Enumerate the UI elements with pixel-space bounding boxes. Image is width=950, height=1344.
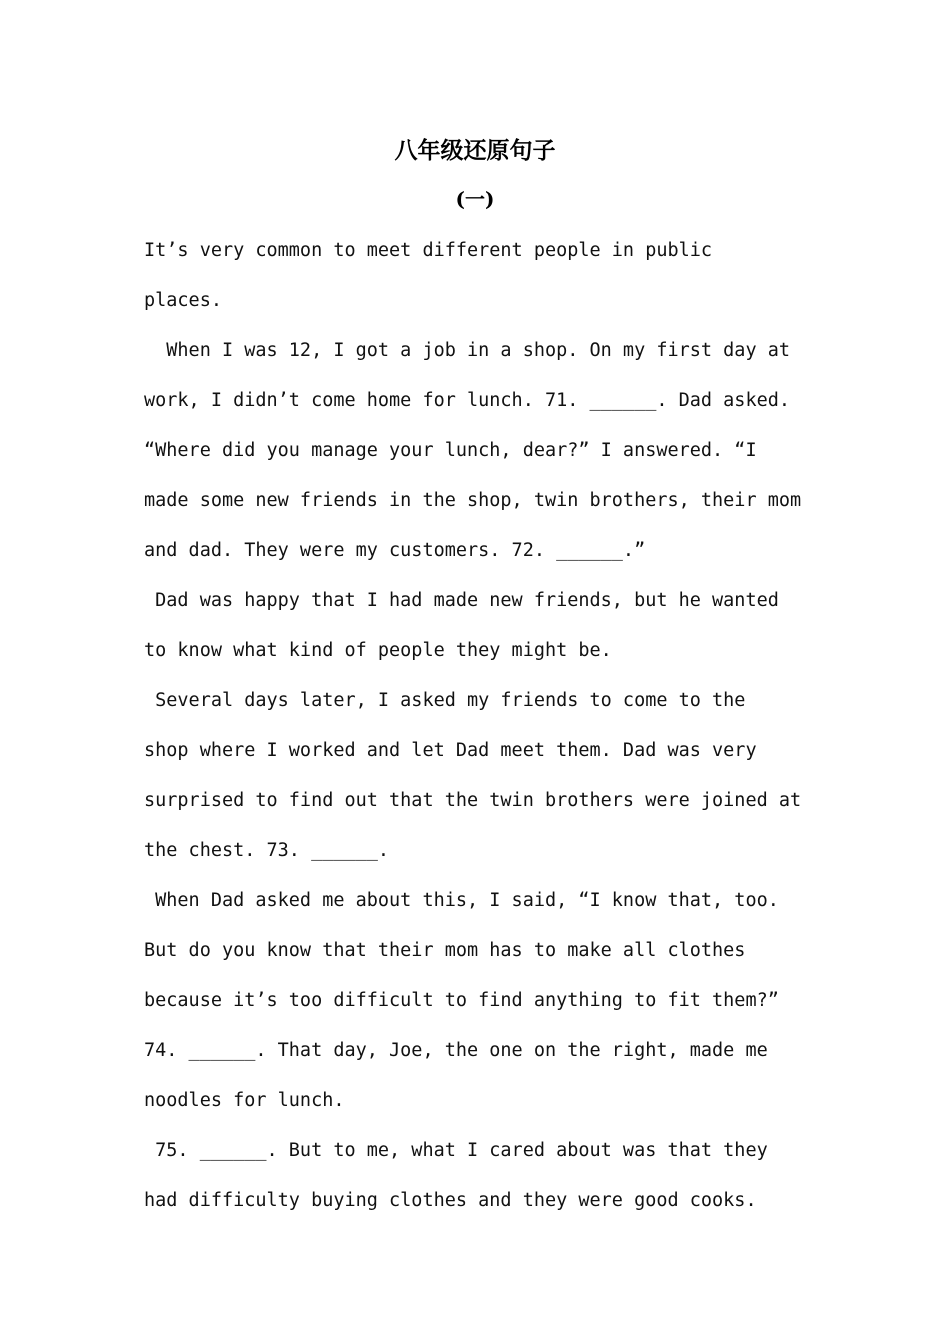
section-heading: (一)	[455, 187, 495, 211]
text-line: 75. ______. But to me, what I cared about was that they	[144, 1140, 768, 1161]
text-line: But do you know that their mom has to make all clothes	[144, 940, 746, 961]
text-line: “Where did you manage your lunch, dear?” I answered. “I	[144, 440, 757, 461]
document-title: 八年级还原句子	[394, 137, 556, 164]
text-line: the chest. 73. ______.	[144, 840, 390, 861]
text-line: shop where I worked and let Dad meet them. Dad was very	[144, 740, 757, 761]
text-line: When I was 12, I got a job in a shop. On my first day at	[144, 340, 791, 361]
text-line: had difficulty buying clothes and they were good cooks.	[144, 1190, 757, 1211]
text-line: Several days later, I asked my friends to come to the	[144, 690, 746, 711]
text-line: and dad. They were my customers. 72. ______.”	[144, 540, 646, 561]
text-line: made some new friends in the shop, twin brothers, their mom	[144, 490, 802, 511]
text-line: because it’s too difficult to find anything to fit them?”	[144, 990, 779, 1011]
text-line: It’s very common to meet different people in public	[144, 240, 713, 261]
text-line: to know what kind of people they might be.	[144, 640, 612, 661]
text-line: Dad was happy that I had made new friends, but he wanted	[144, 590, 779, 611]
text-line: work, I didn’t come home for lunch. 71. ______. Dad asked.	[144, 390, 791, 411]
text-line: When Dad asked me about this, I said, “I know that, too.	[144, 890, 779, 911]
text-line: places.	[144, 290, 222, 311]
text-line: surprised to find out that the twin brothers were joined at	[144, 790, 802, 811]
text-line: noodles for lunch.	[144, 1090, 345, 1111]
text-line: 74. ______. That day, Joe, the one on the right, made me	[144, 1040, 768, 1061]
